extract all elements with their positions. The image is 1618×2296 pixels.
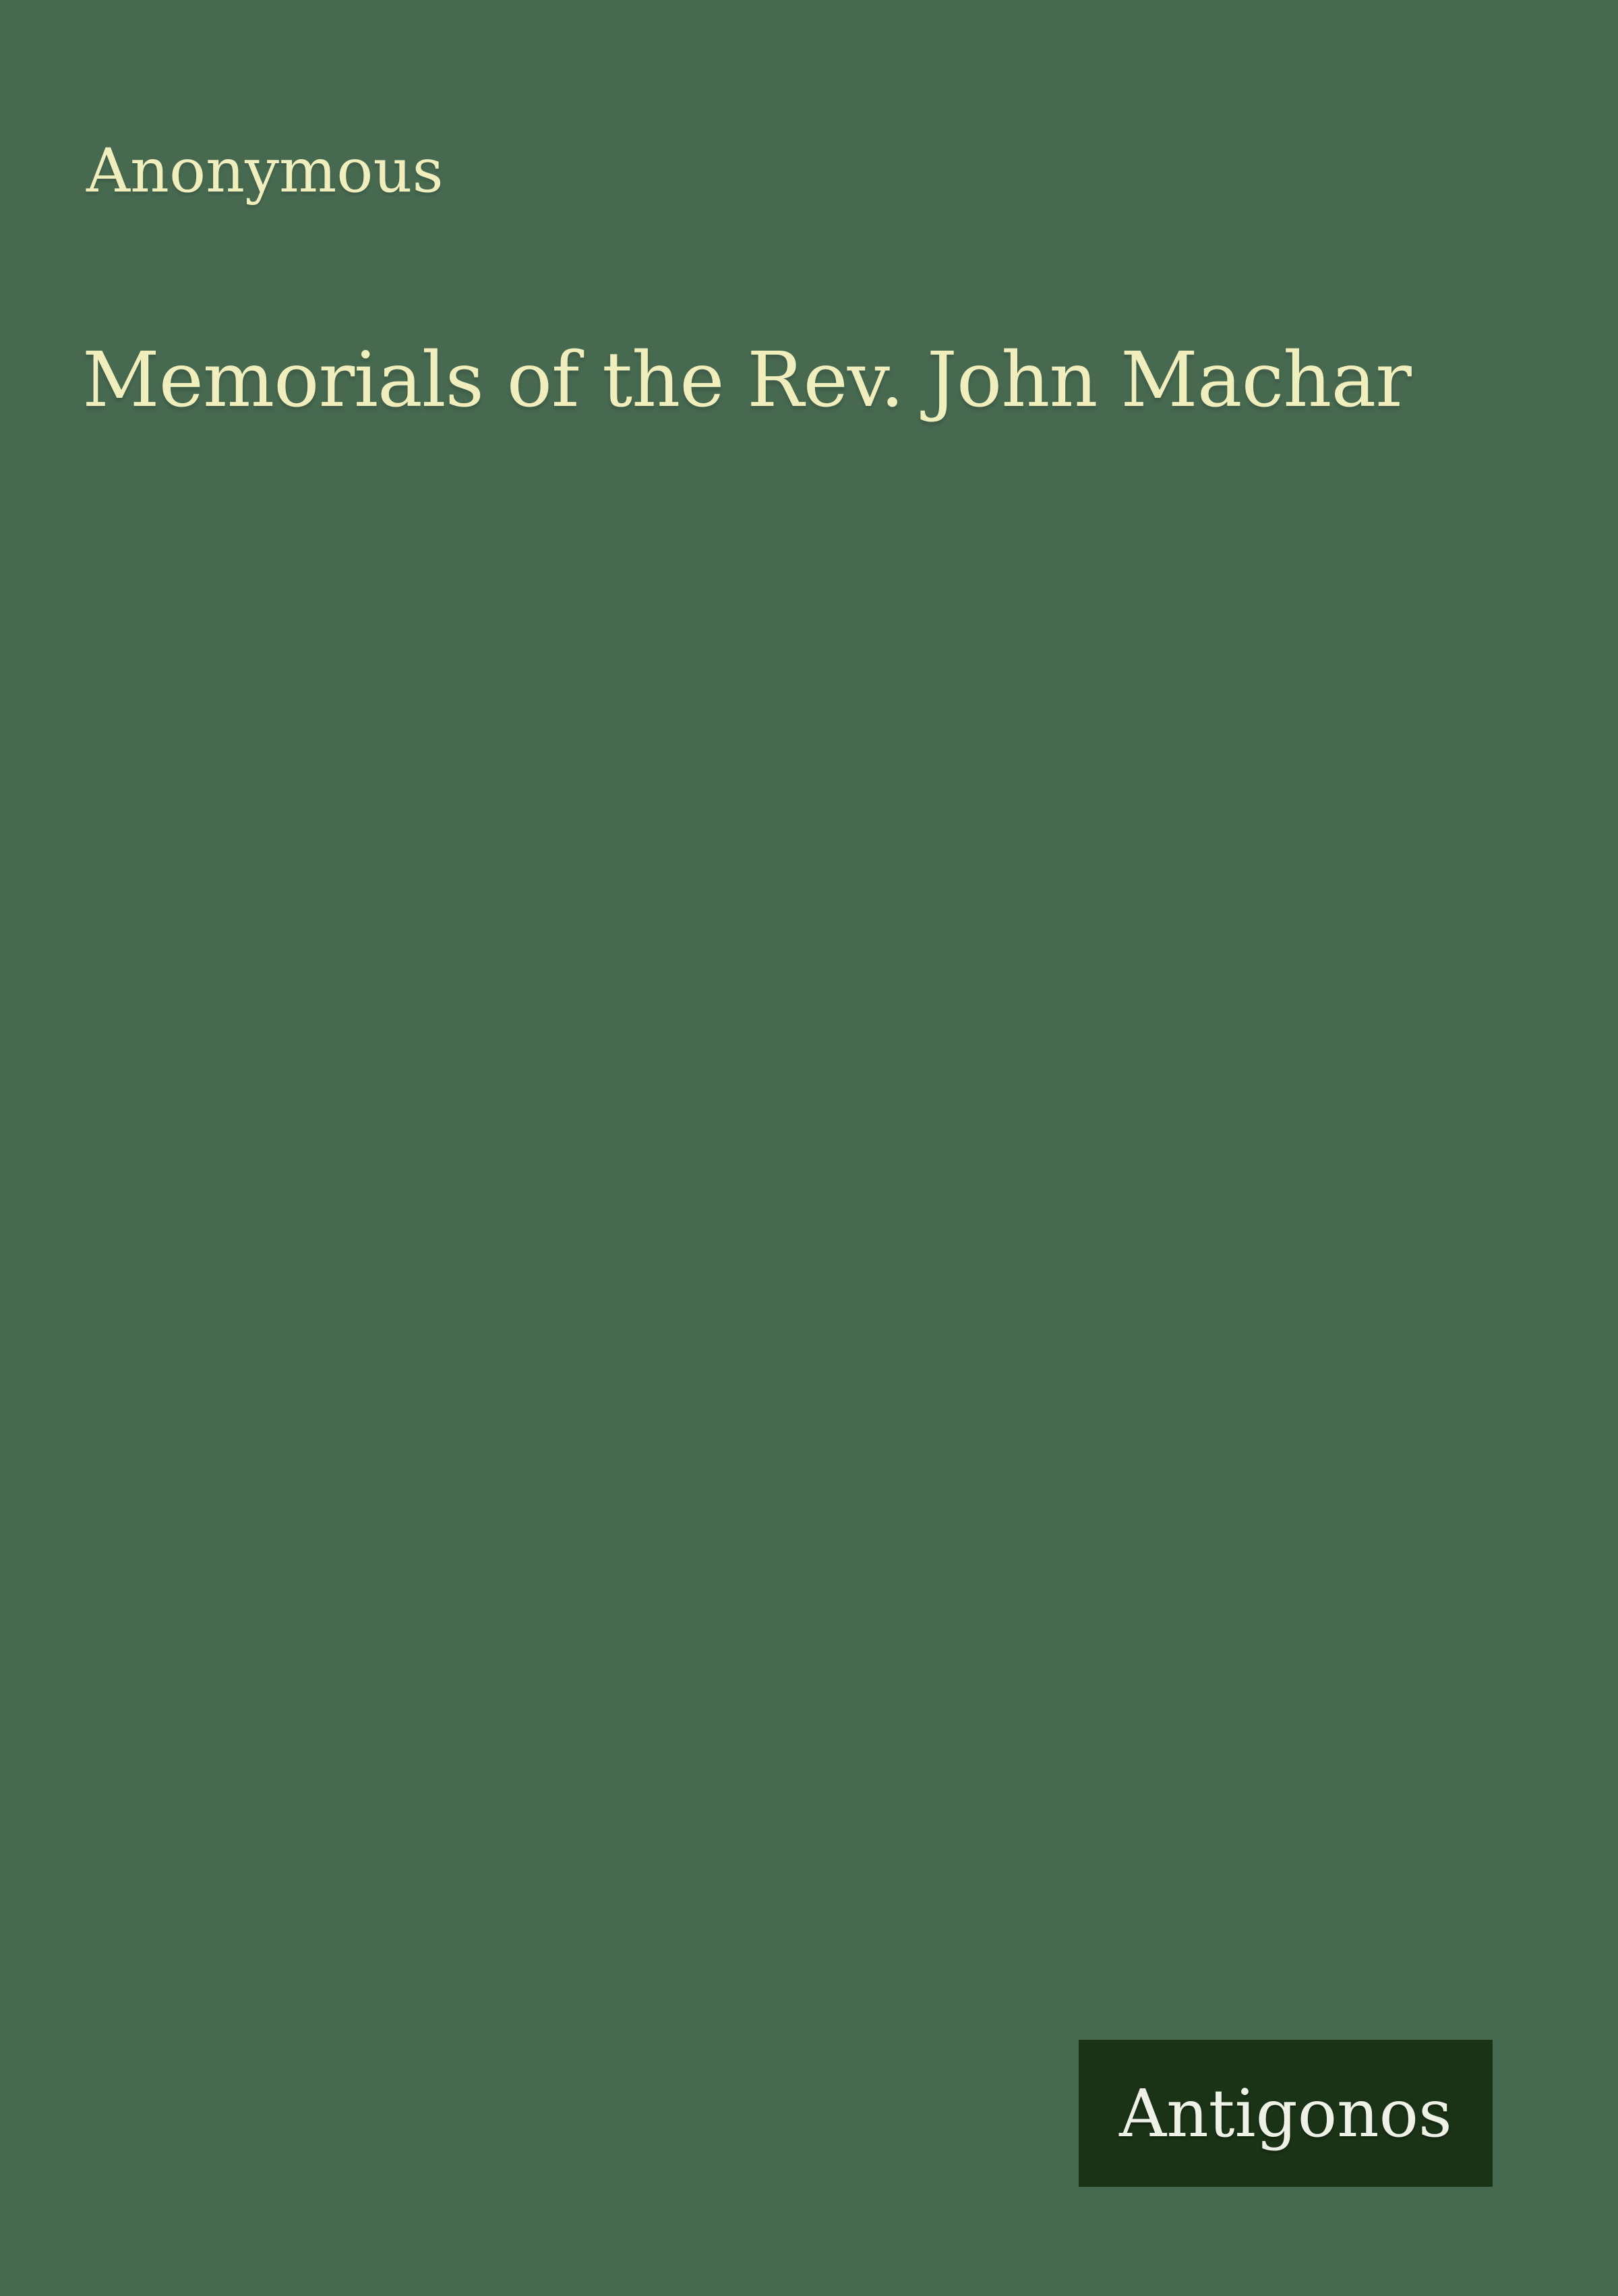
publisher-name: Antigonos	[1119, 2075, 1452, 2152]
publisher-logo-box	[1079, 2040, 1493, 2187]
author-name: Anonymous	[86, 136, 444, 206]
book-title: Memorials of the Rev. John Machar	[82, 336, 1411, 424]
